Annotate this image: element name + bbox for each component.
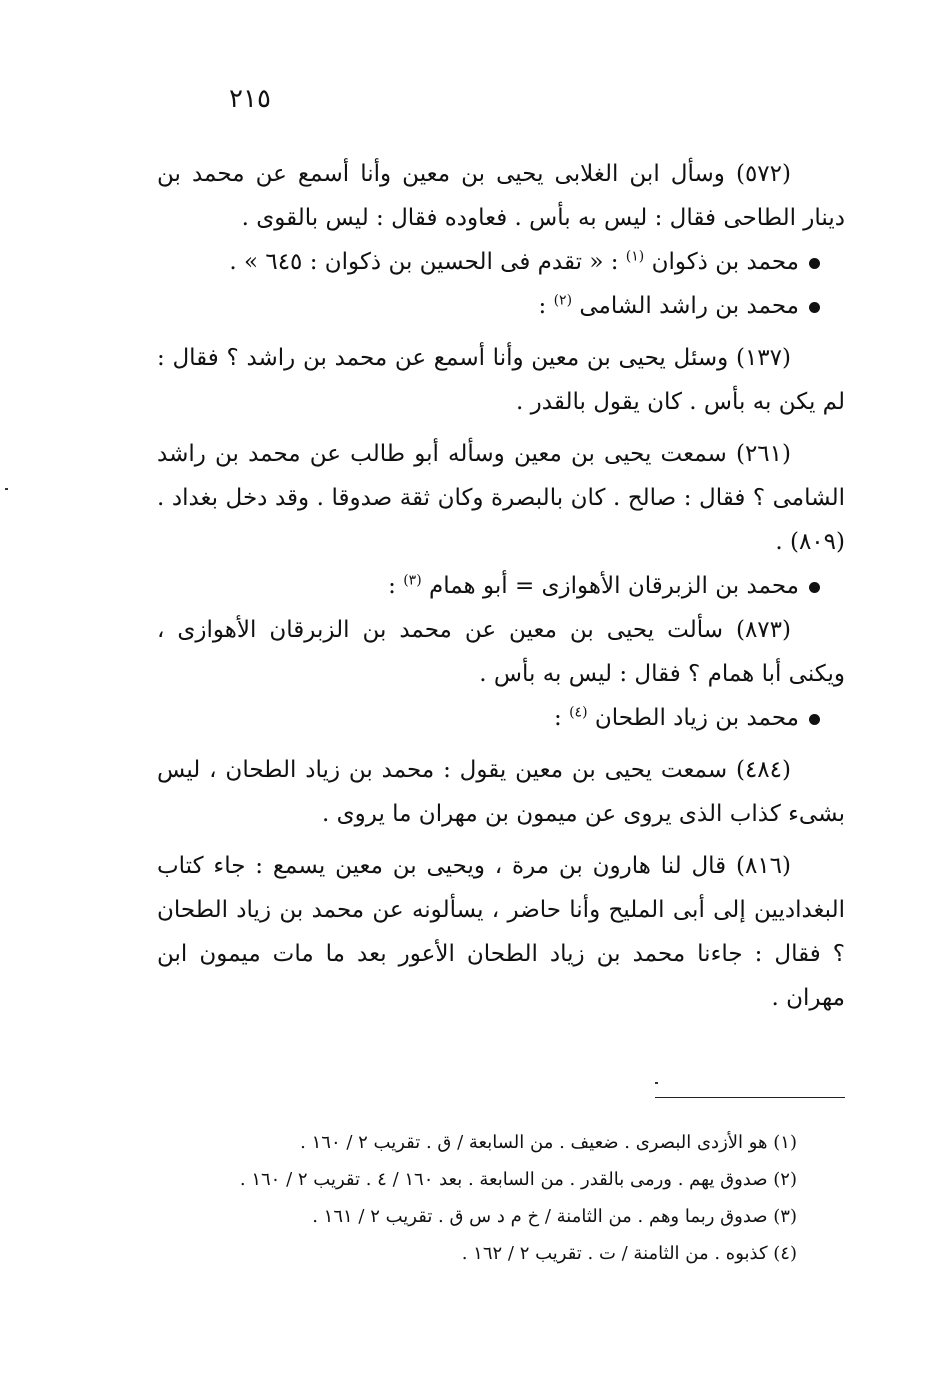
narration-484 bbox=[157, 748, 845, 836]
entry-note: : bbox=[538, 293, 547, 319]
para-first-line: (٥٧٢) وسأل ابن الغلابى يحيى بن معين وأنا أسمع عن محمد بن bbox=[157, 161, 791, 187]
scan-speck bbox=[655, 1082, 658, 1084]
narration-261 bbox=[157, 432, 845, 564]
para-rest: دينار الطاحى فقال : ليس به بأس . فعاوده فقال : ليس بالقوى . bbox=[241, 205, 845, 231]
entry-muhammad-ibn-rashid bbox=[157, 284, 845, 328]
entry-name: محمد بن ذكوان bbox=[651, 249, 799, 275]
entry-name: محمد بن راشد الشامى bbox=[579, 293, 799, 319]
footnote-2: (٢) صدوق يهم . ورمى بالقدر . من السابعة . بعد ١٦٠ / ٤ . تقريب ٢ / ١٦٠ . bbox=[239, 1169, 797, 1190]
narration-137 bbox=[157, 336, 845, 424]
bullet-icon bbox=[809, 582, 820, 593]
para-rest: كتاب البغداديين إلى أبى المليح وأنا حاضر ، يسألونه عن محمد بن زياد الطحان ؟ فقال : جاءنا محمد بن زياد الطحان الأعور بعد ما مات ميمون ابن مهران . bbox=[157, 853, 845, 1011]
bullet-icon bbox=[809, 302, 820, 313]
entry-muhammad-ibn-ziyad bbox=[157, 696, 845, 740]
entry-note: : « تقدم فى الحسين بن ذكوان : ٦٤٥ » . bbox=[229, 249, 619, 275]
entry-note: : bbox=[388, 573, 396, 599]
para-first-line: (٨١٦) قال لنا هارون بن مرة ، ويحيى بن معين يسمع : جاء bbox=[213, 853, 792, 879]
footnote-separator bbox=[655, 1097, 845, 1098]
para-first-line: (٢٦١) سمعت يحيى بن معين وسأله أبو طالب عن محمد بن راشد bbox=[157, 441, 791, 467]
entry-name: محمد بن الزبرقان الأهوازى = أبو همام bbox=[428, 573, 799, 599]
footnote-ref: (٢) bbox=[553, 292, 573, 309]
footnote-ref: (١) bbox=[625, 248, 645, 265]
entry-note: : bbox=[554, 705, 562, 731]
para-first-line: (٤٨٤) سمعت يحيى بن معين يقول : محمد بن زياد الطحان ، bbox=[209, 757, 791, 783]
footnote-ref: (٤) bbox=[569, 704, 588, 721]
bullet-icon bbox=[809, 258, 820, 269]
para-rest: ويكنى أبا همام ؟ فقال : ليس به بأس . bbox=[479, 661, 845, 687]
para-rest: الشامى ؟ فقال : صالح . كان بالبصرة وكان ثقة صدوقا . وقد دخل بغداد . (٨٠٩) . bbox=[157, 485, 845, 555]
narration-873 bbox=[157, 608, 845, 696]
entry-name: محمد بن زياد الطحان bbox=[594, 705, 799, 731]
footnote-4: (٤) كذبوه . من الثامنة / ت . تقريب ٢ / ١٦٢ . bbox=[461, 1243, 797, 1264]
narration-572 bbox=[157, 152, 845, 240]
footnote-ref: (٣) bbox=[403, 572, 422, 589]
entry-muhammad-ibn-al-zibriqan bbox=[157, 564, 845, 608]
para-rest: ليس بشىء كذاب الذى يروى عن ميمون بن مهران ما يروى . bbox=[157, 757, 845, 827]
para-first-line: (١٣٧) وسئل يحيى بن معين وأنا أسمع عن محمد بن راشد ؟ bbox=[226, 345, 791, 371]
footnote-1: (١) هو الأزدى البصرى . ضعيف . من السابعة / ق . تقريب ٢ / ١٦٠ . bbox=[300, 1132, 797, 1153]
narration-816 bbox=[157, 844, 845, 1020]
para-first-line: (٨٧٣) سألت يحيى بن معين عن محمد بن الزبرقان الأهوازى ، bbox=[157, 617, 791, 643]
footnotes bbox=[157, 1124, 797, 1272]
para-rest: فقال : لم يكن به بأس . كان يقول بالقدر . bbox=[157, 345, 845, 415]
page-number: ٢١٥ bbox=[229, 84, 271, 114]
bullet-icon bbox=[809, 714, 820, 725]
footnote-3: (٣) صدوق ربما وهم . من الثامنة / خ م د س ق . تقريب ٢ / ١٦١ . bbox=[312, 1206, 797, 1227]
scan-speck bbox=[5, 488, 8, 490]
main-text bbox=[157, 152, 845, 1020]
entry-muhammad-ibn-dhakwan bbox=[157, 240, 845, 284]
